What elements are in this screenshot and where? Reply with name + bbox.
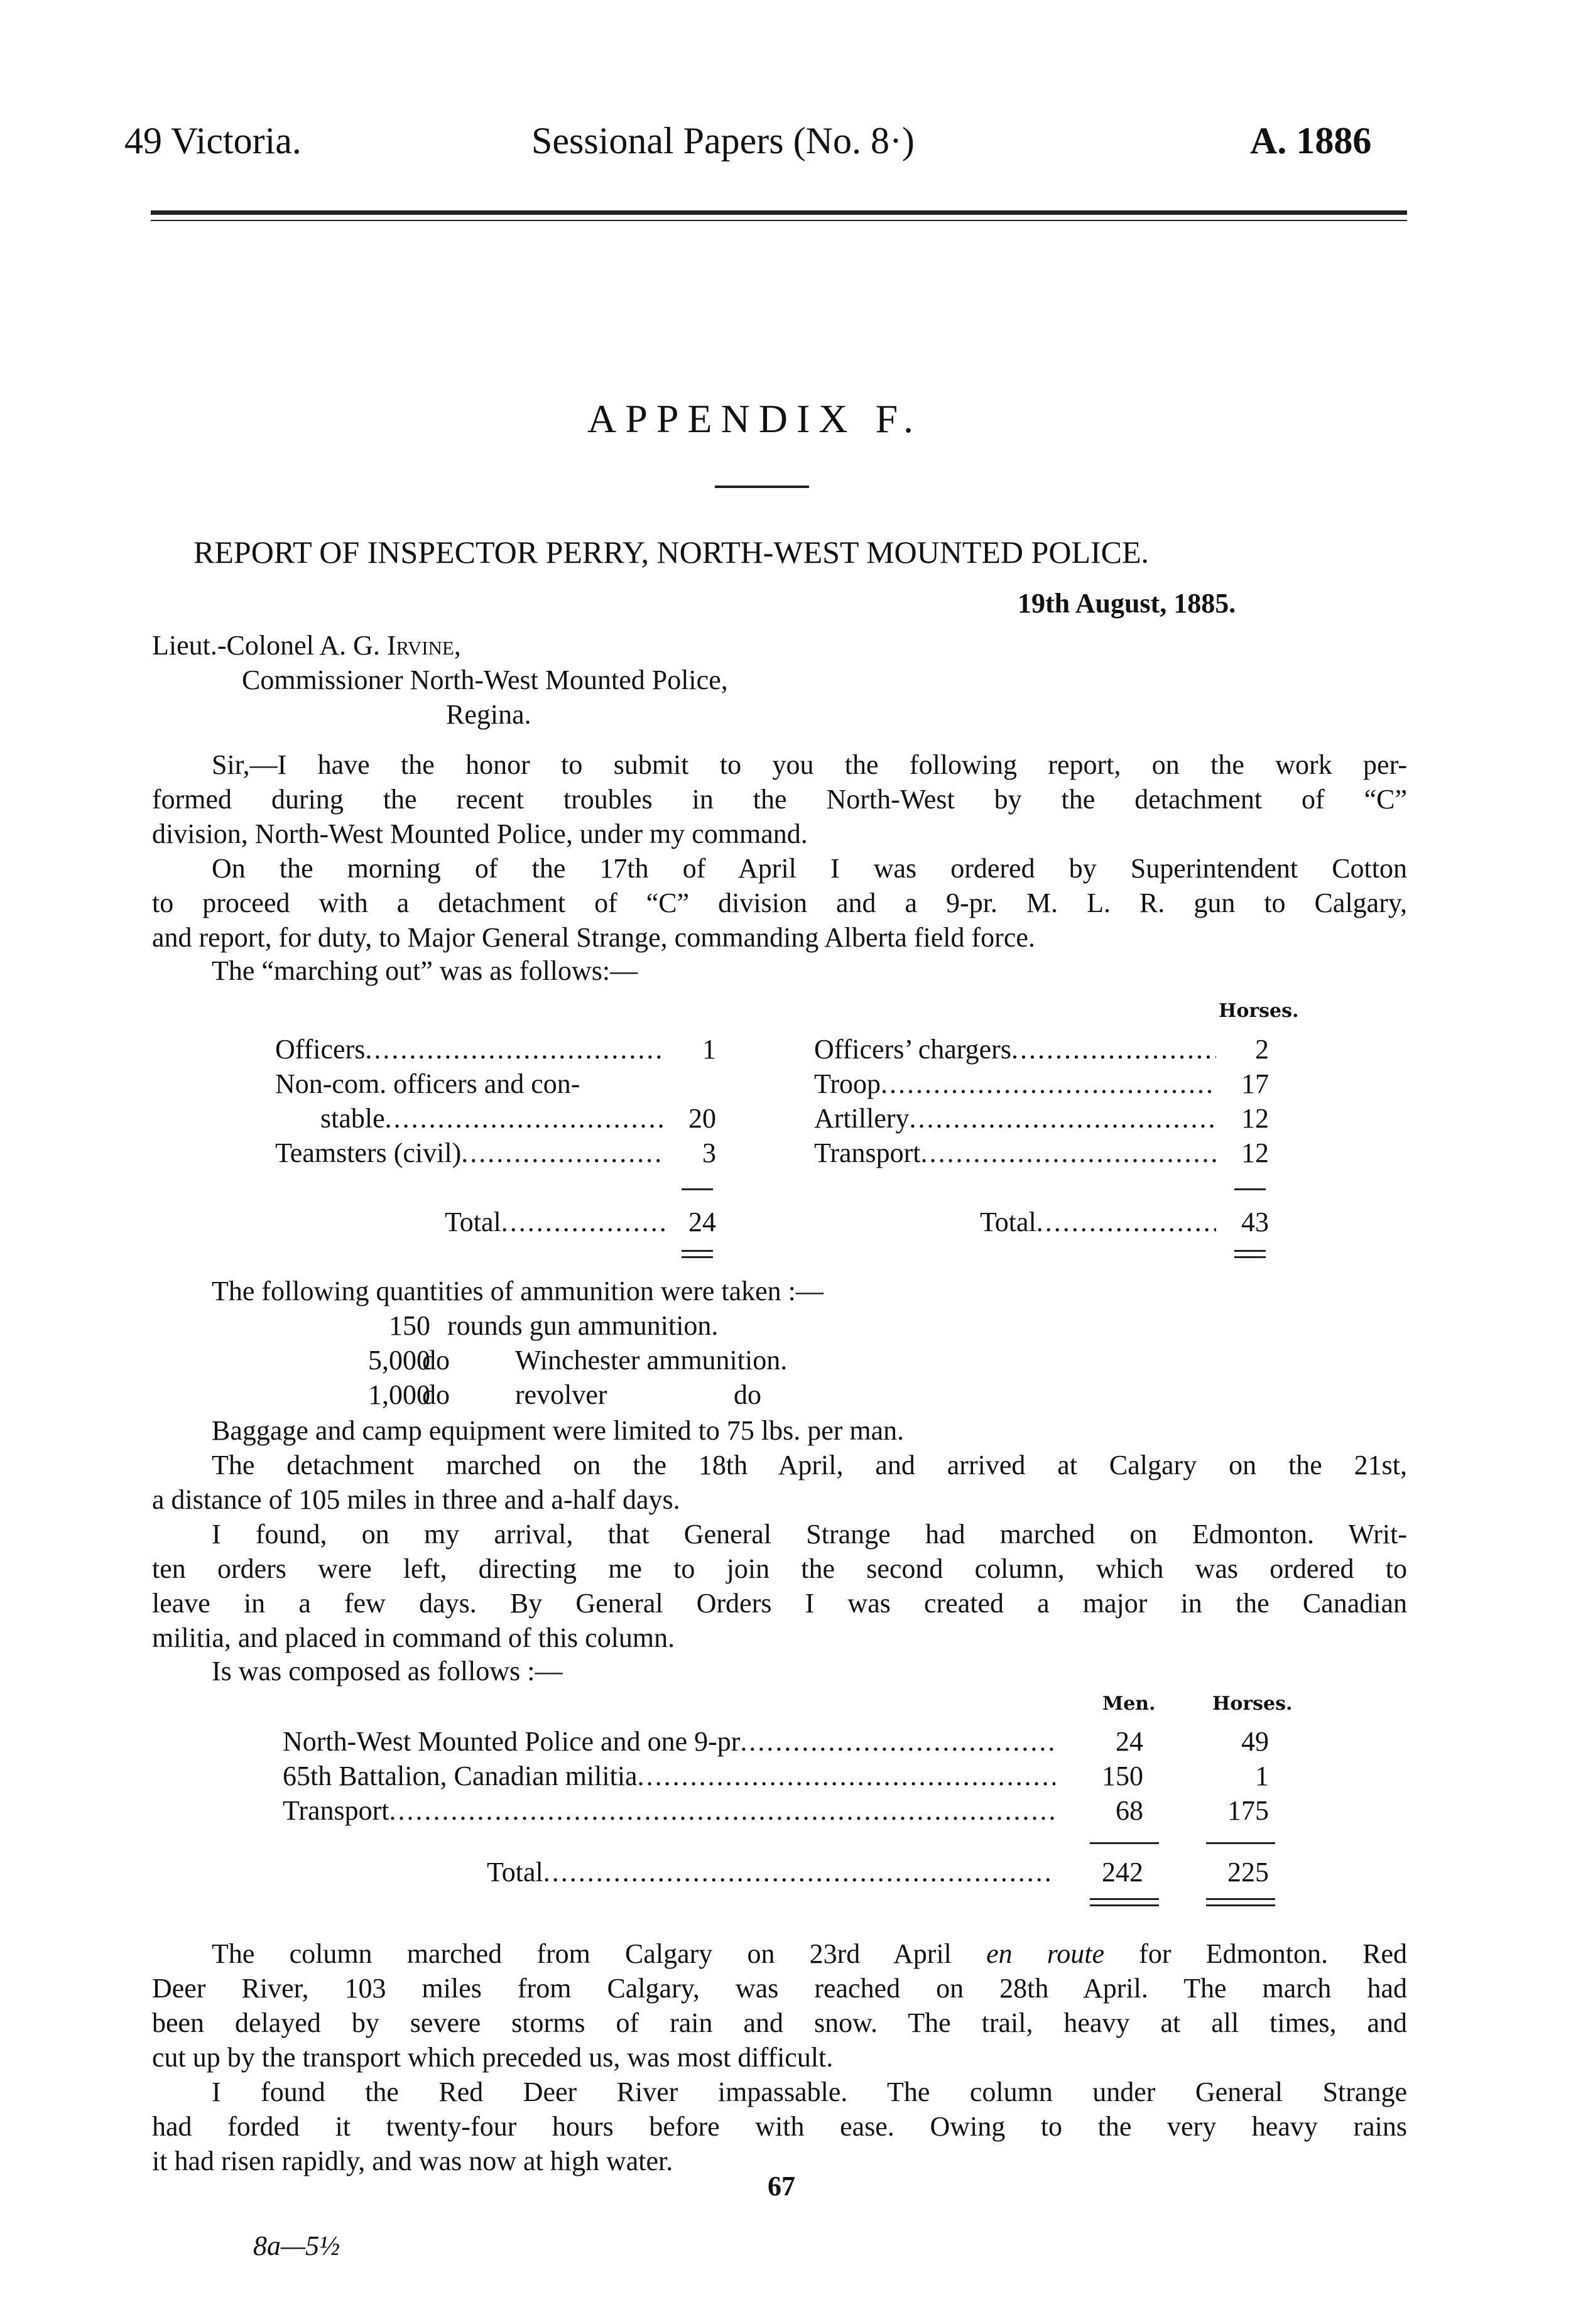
table1-right-value-chargers: 2	[1255, 1034, 1269, 1065]
table1-left-row-teamsters: Teamsters (civil) .....	[275, 1137, 665, 1169]
addressee-line3: Regina.	[446, 699, 531, 730]
baggage-line-1: Baggage and camp equipment were limited to 75 lbs. per man.	[212, 1415, 905, 1446]
addressee-name: Irvine	[386, 630, 454, 661]
table2-total-row: Total .....	[487, 1856, 1055, 1888]
ammo-ditto-revolver: do	[422, 1379, 450, 1410]
table1-right-row-chargers: Officers’ chargers .....	[814, 1033, 1216, 1065]
table1-right-value-transport: 12	[1241, 1138, 1269, 1168]
table2-men-nwmp: 24	[1116, 1726, 1143, 1757]
title-divider	[715, 486, 809, 488]
ammo-ditto-winchester: do	[422, 1345, 450, 1376]
table1-right-total: 43	[1241, 1207, 1269, 1237]
orders-line-3: and report, for duty, to Major General Strange, commanding Alberta field force.	[152, 922, 1035, 953]
table2-men-transport: 68	[1116, 1795, 1143, 1826]
ammo-desc-revolver: revolver	[515, 1379, 607, 1410]
table2-horses-nwmp: 49	[1241, 1726, 1269, 1757]
arrival-line-2: ten orders were left, directing me to join the second column, which was ordered to	[152, 1553, 1407, 1584]
header-volume: 49 Victoria.	[124, 120, 302, 161]
table1-left-rule	[682, 1188, 713, 1190]
table1-left-double-rule-a	[682, 1250, 713, 1252]
table2-horses-rule	[1206, 1842, 1275, 1844]
table2-men-rule	[1090, 1842, 1159, 1844]
table1-left-value-teamsters: 3	[702, 1138, 716, 1168]
baggage-line-3: a distance of 105 miles in three and a-half days.	[152, 1484, 680, 1515]
table1-left-total: 24	[688, 1207, 716, 1237]
table1-left-row-stable: stable .....	[320, 1102, 665, 1134]
table1-left-value-officers: 1	[702, 1034, 716, 1065]
table2-horses-65th: 1	[1255, 1761, 1269, 1791]
orders-paragraph	[152, 851, 1407, 955]
table1-right-row-artillery: Artillery .....	[814, 1102, 1216, 1134]
table1-left-value-stable: 20	[688, 1103, 716, 1134]
table1-right-double-rule-b	[1234, 1256, 1266, 1258]
table2-horses-header: Horses.	[1212, 1693, 1293, 1715]
intro-line-2: formed during the recent troubles in the North-West by the detachment of “C”	[152, 784, 1407, 815]
header-rule-thick	[151, 210, 1407, 215]
table1-right-rule	[1234, 1188, 1266, 1190]
march-line-2: Deer River, 103 miles from Calgary, was reached on 28th April. The march had	[152, 1973, 1407, 2004]
table1-right-row-transport: Transport .....	[814, 1137, 1216, 1169]
river-line-1: I found the Red Deer River impassable. The column under General Strange	[212, 2077, 1407, 2107]
ammo-desc-winchester: Winchester ammunition.	[515, 1345, 788, 1376]
table2-row-nwmp: North-West Mounted Police and one 9-pr .....	[283, 1725, 1055, 1757]
header-sessional-papers: Sessional Papers (No. 8·)	[531, 120, 915, 161]
table1-left-double-rule-b	[682, 1256, 713, 1258]
intro-line-1: Sir,—I have the honor to submit to you the following report, on the work per-	[212, 749, 1407, 780]
orders-line-1: On the morning of the 17th of April I was ordered by Superintendent Cotton	[212, 853, 1407, 884]
intro-line-3: division, North-West Mounted Police, under my command.	[152, 818, 808, 849]
addressee-line1: Lieut.-Colonel A. G. Irvine,	[152, 630, 461, 661]
addressee-line2: Commissioner North-West Mounted Police,	[242, 665, 728, 695]
table2-horses-double-rule-b	[1206, 1904, 1275, 1906]
ammo-intro: The following quantities of ammunition were taken :—	[212, 1276, 824, 1306]
ammo-tail-revolver: do	[734, 1379, 761, 1410]
table1-left-row-noncom: Non-com. officers and con-	[275, 1068, 580, 1099]
signature-mark: 8a—5½	[253, 2230, 340, 2261]
march-line-1: The column marched from Calgary on 23rd April en route for Edmonton. Red	[212, 1938, 1407, 1969]
table2-total-men: 242	[1102, 1857, 1143, 1887]
table2-row-65th: 65th Battalion, Canadian militia .....	[283, 1760, 1055, 1792]
river-line-2: had forded it twenty-four hours before with ease. Owing to the very heavy rains	[152, 2111, 1407, 2142]
arrival-paragraph	[152, 1517, 1407, 1655]
table2-men-double-rule-a	[1090, 1898, 1159, 1900]
intro-paragraph	[152, 747, 1407, 851]
ammo-qty-revolver: 1,000	[368, 1379, 430, 1410]
table1-left-total-row: Total .....	[445, 1206, 665, 1238]
table2-men-header: Men.	[1102, 1693, 1156, 1715]
table1-right-total-row: Total .....	[980, 1206, 1216, 1238]
march-line-4: cut up by the transport which preceded us, was most difficult.	[152, 2042, 834, 2073]
table2-total-horses: 225	[1227, 1857, 1269, 1887]
march-line-3: been delayed by severe storms of rain and snow. The trail, heavy at all times, and	[152, 2007, 1407, 2038]
table2-horses-transport: 175	[1227, 1795, 1269, 1826]
appendix-title: APPENDIX F.	[587, 396, 922, 441]
table1-horses-header: Horses.	[1219, 1000, 1299, 1022]
arrival-line-1: I found, on my arrival, that General Strange had marched on Edmonton. Writ-	[212, 1519, 1407, 1550]
table1-left-row-officers: Officers .....	[275, 1033, 665, 1065]
table1-right-value-artillery: 12	[1241, 1103, 1269, 1134]
table1-right-value-troop: 17	[1241, 1068, 1269, 1099]
header-year: A. 1886	[1250, 120, 1372, 161]
baggage-paragraph	[152, 1413, 1407, 1517]
arrival-line-4: militia, and placed in command of this column.	[152, 1622, 675, 1653]
ammo-qty-winchester: 5,000	[368, 1345, 430, 1376]
report-date: 19th August, 1885.	[1018, 588, 1236, 619]
marching-intro: The “marching out” was as follows:—	[212, 955, 638, 986]
table2-men-65th: 150	[1102, 1761, 1143, 1791]
baggage-line-2: The detachment marched on the 18th April, and arrived at Calgary on the 21st,	[212, 1450, 1407, 1480]
table2-horses-double-rule-a	[1206, 1898, 1275, 1900]
composed-intro: Is was composed as follows :—	[212, 1656, 563, 1686]
river-paragraph	[152, 2075, 1407, 2178]
header-rule-thin	[151, 220, 1407, 221]
table2-men-double-rule-b	[1090, 1904, 1159, 1906]
report-title: REPORT OF INSPECTOR PERRY, NORTH-WEST MOUNTED POLICE.	[193, 535, 1150, 570]
table2-row-transport: Transport .....	[283, 1795, 1055, 1827]
march-paragraph	[152, 1936, 1407, 2075]
ammo-qty-gun: 150	[389, 1310, 430, 1341]
arrival-line-3: leave in a few days. By General Orders I was created a major in the Canadian	[152, 1588, 1407, 1619]
en-route-italic: en route	[986, 1938, 1104, 1969]
orders-line-2: to proceed with a detachment of “C” division and a 9-pr. M. L. R. gun to Calgary,	[152, 888, 1407, 918]
table1-right-double-rule-a	[1234, 1250, 1266, 1252]
table1-right-row-troop: Troop .....	[814, 1068, 1216, 1100]
ammo-desc-gun: rounds gun ammunition.	[447, 1310, 719, 1341]
river-line-3: it had risen rapidly, and was now at high water.	[152, 2146, 673, 2176]
page-number: 67	[768, 2171, 795, 2202]
